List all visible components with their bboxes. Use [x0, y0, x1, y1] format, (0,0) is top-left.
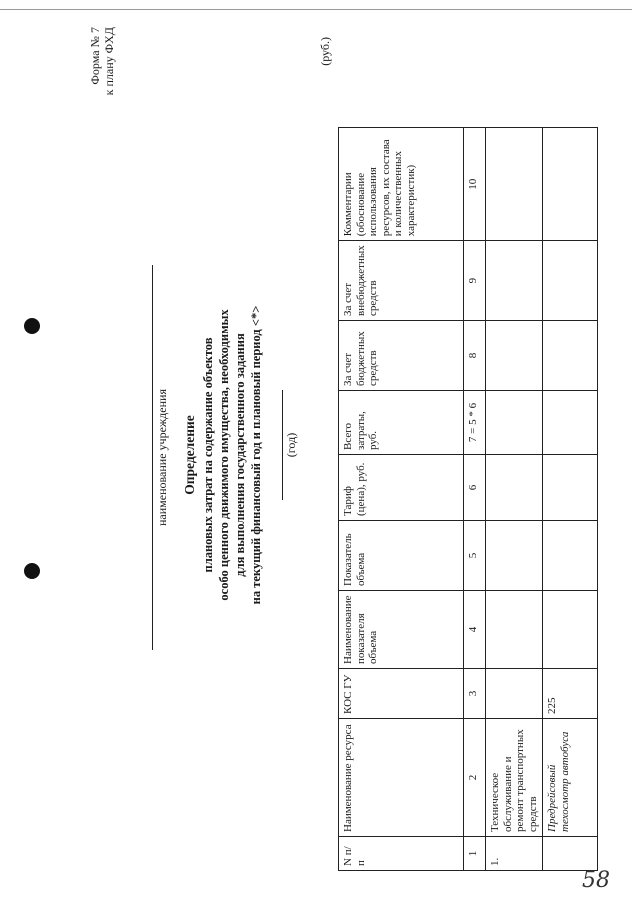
institution-name-line	[152, 265, 153, 650]
table-cell	[486, 591, 543, 669]
row-number: 1.	[486, 837, 543, 871]
table-cell	[543, 321, 598, 391]
kosgu-code: 225	[543, 669, 598, 719]
column-number: 10	[464, 128, 486, 241]
table-cell	[486, 521, 543, 591]
header-cell: Наименование показателя объема	[339, 591, 464, 669]
column-number: 5	[464, 521, 486, 591]
header-cell: N п/п	[339, 837, 464, 871]
table-cell	[486, 391, 543, 455]
table-cell	[543, 521, 598, 591]
header-cell: Показатель объема	[339, 521, 464, 591]
title-line: плановых затрат на содержание объектов	[201, 337, 215, 573]
handwritten-page-number: 58	[582, 868, 610, 893]
column-number: 9	[464, 241, 486, 321]
title-line: для выполнения государственного задания	[233, 333, 247, 577]
year-line	[282, 390, 283, 500]
header-cell: КОС ГУ	[339, 669, 464, 719]
row-number	[543, 837, 598, 871]
title-line: особо ценного движимого имущества, необходимых	[217, 309, 231, 601]
column-number: 8	[464, 321, 486, 391]
plan-reference: к плану ФХД	[102, 27, 116, 96]
header-cell: За счет бюджетных средств	[339, 321, 464, 391]
resource-name: Техническое обслуживание и ремонт транспортных средств	[486, 719, 543, 837]
kosgu-code	[486, 669, 543, 719]
column-number: 7 = 5 * 6	[464, 391, 486, 455]
resource-name: Предрейсовый техосмотр автобуса	[543, 719, 598, 837]
table-row	[543, 128, 598, 871]
table-cell	[543, 591, 598, 669]
table-cell	[486, 455, 543, 521]
table-cell	[543, 455, 598, 521]
unit-note: (руб.)	[318, 37, 332, 66]
header-cell: Всего затраты, руб.	[339, 391, 464, 455]
header-cell: Комментарии (обоснование использования ресурсов, их состава и количественных характеристик)	[339, 128, 464, 241]
title-line: на текущий финансовый год и плановый период <*>	[249, 305, 263, 605]
column-number: 1	[464, 837, 486, 871]
header-cell: Наименование ресурса	[339, 719, 464, 837]
form-number: Форма № 7	[88, 27, 102, 85]
table-numbering-row	[464, 128, 486, 871]
table-row	[486, 128, 543, 871]
table-cell	[543, 128, 598, 241]
header-cell: Тариф (цена), руб.	[339, 455, 464, 521]
institution-caption: наименование учреждения	[155, 389, 169, 526]
resource-cost-table	[338, 127, 598, 871]
table-header-row	[339, 128, 464, 871]
table-cell	[543, 391, 598, 455]
form-number-block	[88, 27, 116, 145]
table-cell	[486, 321, 543, 391]
column-number: 3	[464, 669, 486, 719]
table-cell	[543, 241, 598, 321]
title-line: Определение	[182, 415, 197, 495]
document-title	[182, 205, 264, 705]
column-number: 2	[464, 719, 486, 837]
column-number: 6	[464, 455, 486, 521]
header-cell: За счет внебюджетных средств	[339, 241, 464, 321]
table-cell	[486, 128, 543, 241]
column-number: 4	[464, 591, 486, 669]
year-caption: (год)	[284, 432, 298, 458]
table-cell	[486, 241, 543, 321]
